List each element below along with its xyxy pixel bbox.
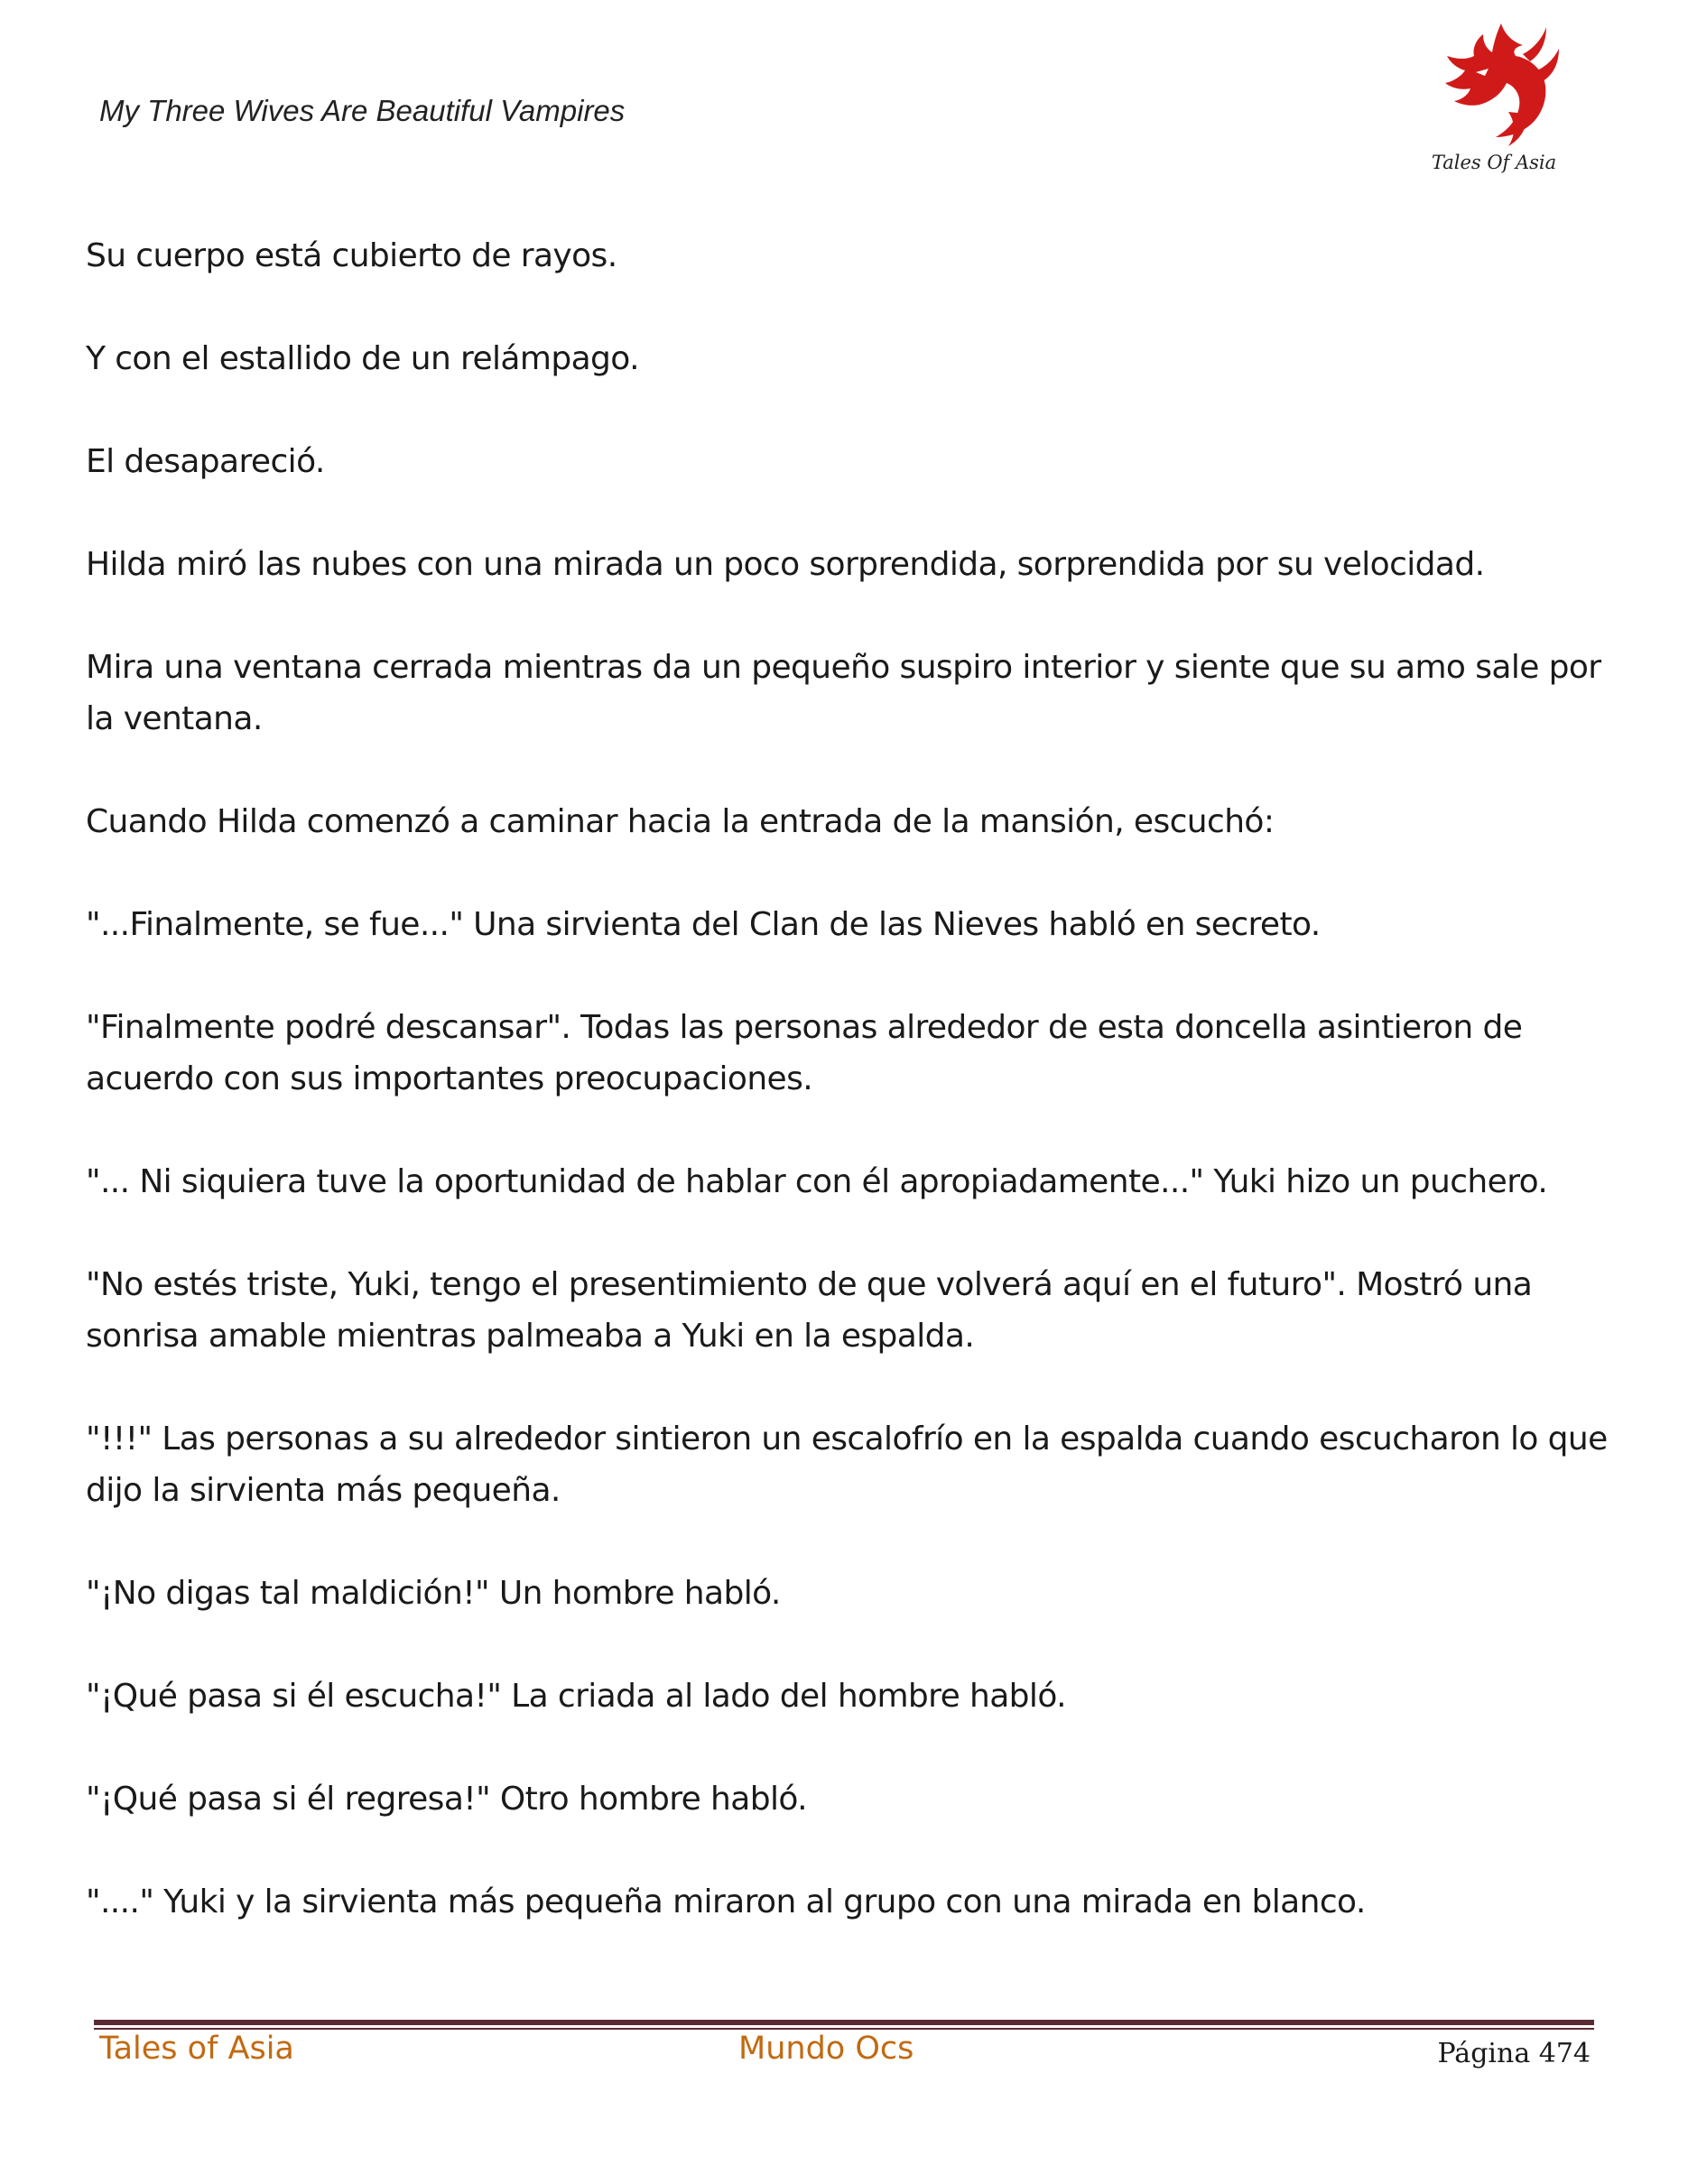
paragraph: "¡Qué pasa si él regresa!" Otro hombre habló. (86, 1781, 807, 1818)
logo-text: Tales Of Asia (1431, 152, 1557, 173)
paragraph: "¡Qué pasa si él escucha!" La criada al lado del hombre habló. (86, 1678, 1066, 1715)
footer-divider-thick (94, 2020, 1594, 2025)
paragraph: Y con el estallido de un relámpago. (86, 340, 639, 377)
paragraph: Mira una ventana cerrada mientras da un pequeño suspiro interior y siente que su amo sale por la ventana. (86, 649, 1601, 737)
document-body (86, 230, 1611, 1979)
red-dragon-icon (1422, 18, 1566, 153)
paragraph: "...Finalmente, se fue..." Una sirvienta del Clan de las Nieves habló en secreto. (86, 906, 1321, 943)
header-title: My Three Wives Are Beautiful Vampires (99, 94, 626, 127)
paragraph: "... Ni siquiera tuve la oportunidad de hablar con él apropiadamente..." Yuki hizo un puchero. (86, 1163, 1548, 1200)
paragraph: "No estés triste, Yuki, tengo el presentimiento de que volverá aquí en el futuro". Mostró una sonrisa amable mientras palmeaba a Yuki en la espalda. (86, 1266, 1533, 1355)
paragraph: Hilda miró las nubes con una mirada un poco sorprendida, sorprendida por su velocidad. (86, 546, 1485, 583)
paragraph: "¡No digas tal maldición!" Un hombre habló. (86, 1575, 781, 1612)
paragraph: "...." Yuki y la sirvienta más pequeña miraron al grupo con una mirada en blanco. (86, 1883, 1366, 1920)
footer-center-text: Mundo Ocs (738, 2031, 914, 2067)
paragraph: "Finalmente podré descansar". Todas las personas alrededor de esta doncella asintieron de acuerdo con sus importantes preocupaciones. (86, 1009, 1523, 1097)
footer-divider-thin (94, 2028, 1594, 2030)
paragraph: Su cuerpo está cubierto de rayos. (86, 237, 617, 274)
footer-left-text: Tales of Asia (99, 2031, 294, 2067)
paragraph: Cuando Hilda comenzó a caminar hacia la entrada de la mansión, escuchó: (86, 803, 1275, 840)
page-number: Página 474 (1437, 2038, 1591, 2069)
footer-divider (94, 2020, 1594, 2030)
paragraph: "!!!" Las personas a su alrededor sintieron un escalofrío en la espalda cuando escucharon lo que dijo la sirvienta más pequeña. (86, 1421, 1608, 1509)
paragraph: El desapareció. (86, 443, 325, 480)
logo (1422, 18, 1566, 180)
